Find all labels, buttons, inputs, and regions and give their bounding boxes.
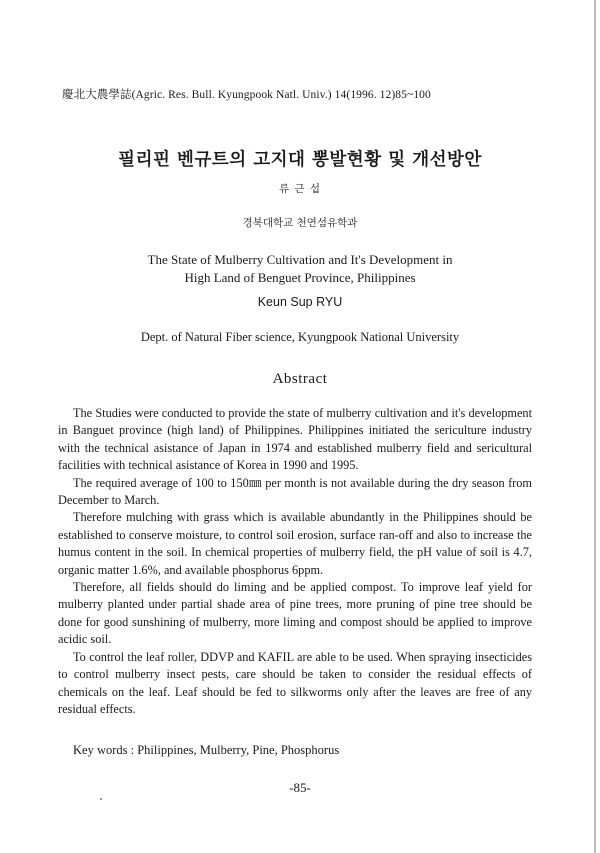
- abstract-paragraph: The required average of 100 to 150㎜ per month is not available during the dry season from December to March.: [58, 475, 532, 508]
- page-edge-line: [594, 0, 596, 853]
- english-title: [0, 251, 600, 287]
- korean-title: 필리핀 벤규트의 고지대 뽕발현황 및 개선방안: [118, 150, 482, 170]
- korean-author: 류 근 섭: [278, 183, 322, 195]
- journal-citation: 慶北大農學誌(Agric. Res. Bull. Kyungpook Natl. Univ.) 14(1996. 12)85~100: [62, 89, 431, 101]
- page-number: -85-: [289, 780, 311, 795]
- english-author: Keun Sup RYU: [257, 295, 343, 309]
- english-title-line-2: High Land of Benguet Province, Philippines: [184, 270, 416, 285]
- scan-speck: [100, 798, 102, 800]
- english-affiliation: Dept. of Natural Fiber science, Kyungpook National University: [140, 330, 460, 344]
- keywords: Key words : Philippines, Mulberry, Pine, Phosphorus: [73, 743, 340, 757]
- english-title-line-1: The State of Mulberry Cultivation and It's Development in: [147, 252, 453, 267]
- abstract-paragraph: The Studies were conducted to provide the state of mulberry cultivation and it's development in Banguet province (high land) of Philippines. Philippines initiated the sericulture industry with the technical asistance of Japan in 1974 and established mulberry field and sericultural facilities with technical asistance of Korea in 1990 and 1995.: [58, 406, 532, 473]
- korean-affiliation: 경북대학교 천연섬유학과: [242, 217, 358, 229]
- abstract-paragraph: Therefore mulching with grass which is available abundantly in the Philippines should be established to conserve moisture, to control soil erosion, surface ran-off and also to increase the humus content in the soil. In chemical properties of mulberry field, the pH value of soil is 4.7, organic matter 1.6%, and available phosphorus 6ppm.: [58, 510, 532, 577]
- abstract-heading: Abstract: [272, 371, 328, 387]
- abstract-paragraph: To control the leaf roller, DDVP and KAFIL are able to be used. When spraying insecticides to control mulberry insect pests, care should be taken to consider the residual effects of chemicals on the leaf. Leaf should be fed to silkworms only after the leaves are free of any residual effects.: [58, 649, 532, 716]
- abstract-paragraph: Therefore, all fields should do liming and be applied compost. To improve leaf yield for mulberry planted under partial shade area of pine trees, more pruning of pine tree should be done for good sunshining of mulberry, more liming and compost should be applied to improve acidic soil.: [58, 580, 532, 647]
- abstract-body: [58, 405, 532, 718]
